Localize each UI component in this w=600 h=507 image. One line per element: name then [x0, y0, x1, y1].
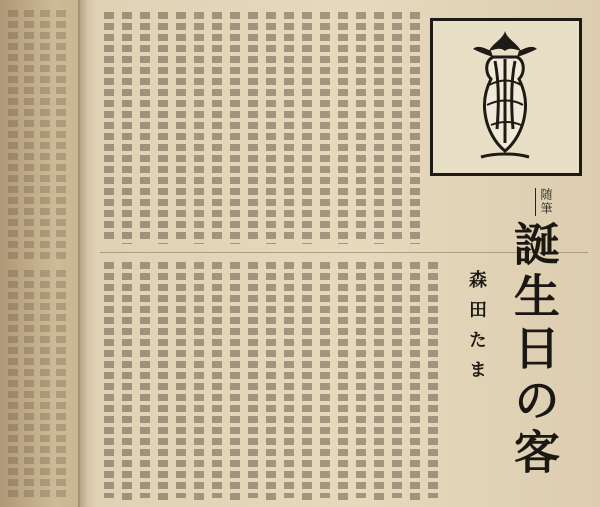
- vase-with-plant-icon: [433, 21, 579, 173]
- article-title-text: 誕生日の客: [507, 220, 561, 480]
- illustration-frame: [430, 18, 582, 176]
- kicker-label: [535, 188, 575, 218]
- author-byline: [456, 270, 496, 500]
- page-gutter-shadow: [78, 0, 96, 507]
- author-name: 森田たま: [466, 270, 487, 390]
- article-title: [504, 220, 564, 500]
- kicker-text: 随筆: [535, 188, 552, 216]
